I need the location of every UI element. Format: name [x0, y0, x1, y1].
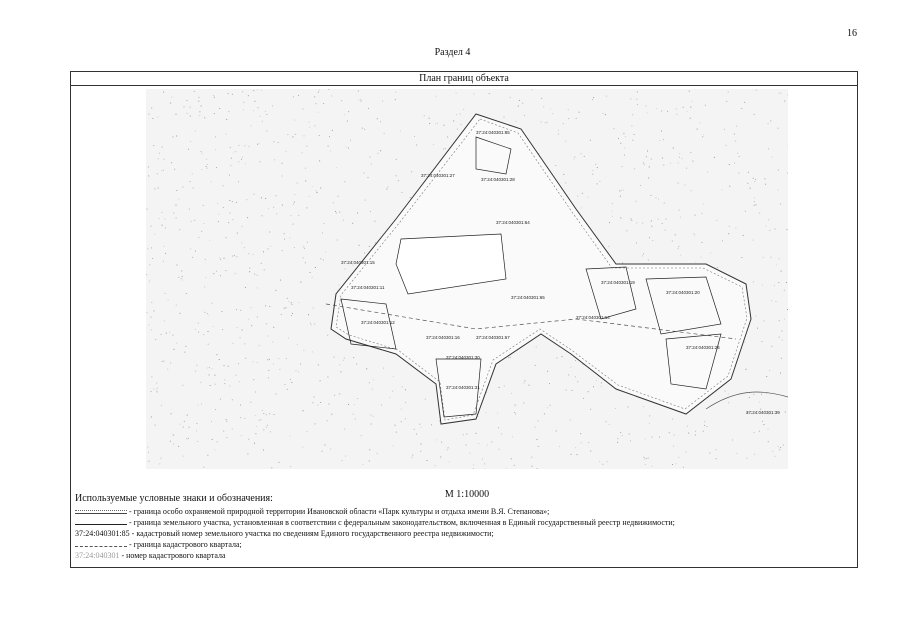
- legend-row-ooph: [75, 506, 845, 517]
- legend-row-parcel: [75, 517, 845, 528]
- page-number: 16: [847, 28, 857, 39]
- quarter-number-symbol: 37:24:040301: [75, 551, 120, 560]
- parcel-number-label: 37:24:040301:19: [601, 280, 635, 285]
- parcel-number-label: 37:24:040301:16: [426, 335, 460, 340]
- parcel-number-label: 37:24:040301:24: [686, 345, 720, 350]
- legend: [75, 492, 845, 561]
- legend-text: - номер кадастрового квартала: [121, 551, 226, 560]
- parcel-number-label: 37:24:040301:15: [341, 260, 375, 265]
- frame-title: План границ объекта: [71, 72, 857, 86]
- parcel-number-label: 37:24:040301:14: [576, 315, 610, 320]
- parcel-number-label: 37:24:040301:31: [446, 385, 480, 390]
- parcel-boundary-symbol: [75, 522, 127, 525]
- parcel-number-symbol: 37:24:040301:85: [75, 529, 130, 538]
- legend-text: - граница особо охраняемой природной территории Ивановской области «Парк культуры и отдыха имени В.Я. Степанова»;: [129, 507, 550, 516]
- legend-text: - кадастровый номер земельного участка по сведениям Единого государственного реестра недвижимости;: [131, 529, 494, 538]
- parcel-number-label: 37:24:040301:30: [446, 355, 480, 360]
- parcel-number-label: 37:24:040301:65: [511, 295, 545, 300]
- map-canvas: [146, 89, 788, 469]
- parcel-number-label: 37:24:040301:39: [746, 410, 780, 415]
- parcel-number-label: 37:24:040301:28: [481, 177, 515, 182]
- legend-row-quarter: [75, 539, 845, 550]
- plan-frame: [70, 71, 858, 568]
- parcel-number-label: 37:24:040301:20: [666, 290, 700, 295]
- parcel-number-label: 37:24:040301:64: [496, 220, 530, 225]
- ooph-boundary-symbol: [75, 510, 127, 514]
- legend-row-quarter-number: [75, 550, 845, 561]
- quarter-boundary-symbol: [75, 544, 127, 547]
- legend-text: - граница кадастрового квартала;: [129, 540, 242, 549]
- legend-title: Используемые условные знаки и обозначения:: [75, 493, 273, 504]
- section-title: Раздел 4: [434, 47, 471, 58]
- parcel-number-label: 37:24:040301:11: [351, 285, 385, 290]
- parcel-number-label: 37:24:040301:12: [361, 320, 395, 325]
- legend-row-parcel-number: [75, 528, 845, 539]
- parcel-number-label: 37:24:040301:85: [476, 130, 510, 135]
- legend-text: - граница земельного участка, установленная в соответствии с федеральным законодательством, включенная в Единый государственный реестр недвижимости;: [129, 518, 675, 527]
- parcel-number-label: 37:24:040301:67: [476, 335, 510, 340]
- scale-label: М 1:10000: [444, 489, 490, 500]
- parcel-number-label: 37:24:040301:27: [421, 173, 455, 178]
- boundary-map: [146, 89, 788, 500]
